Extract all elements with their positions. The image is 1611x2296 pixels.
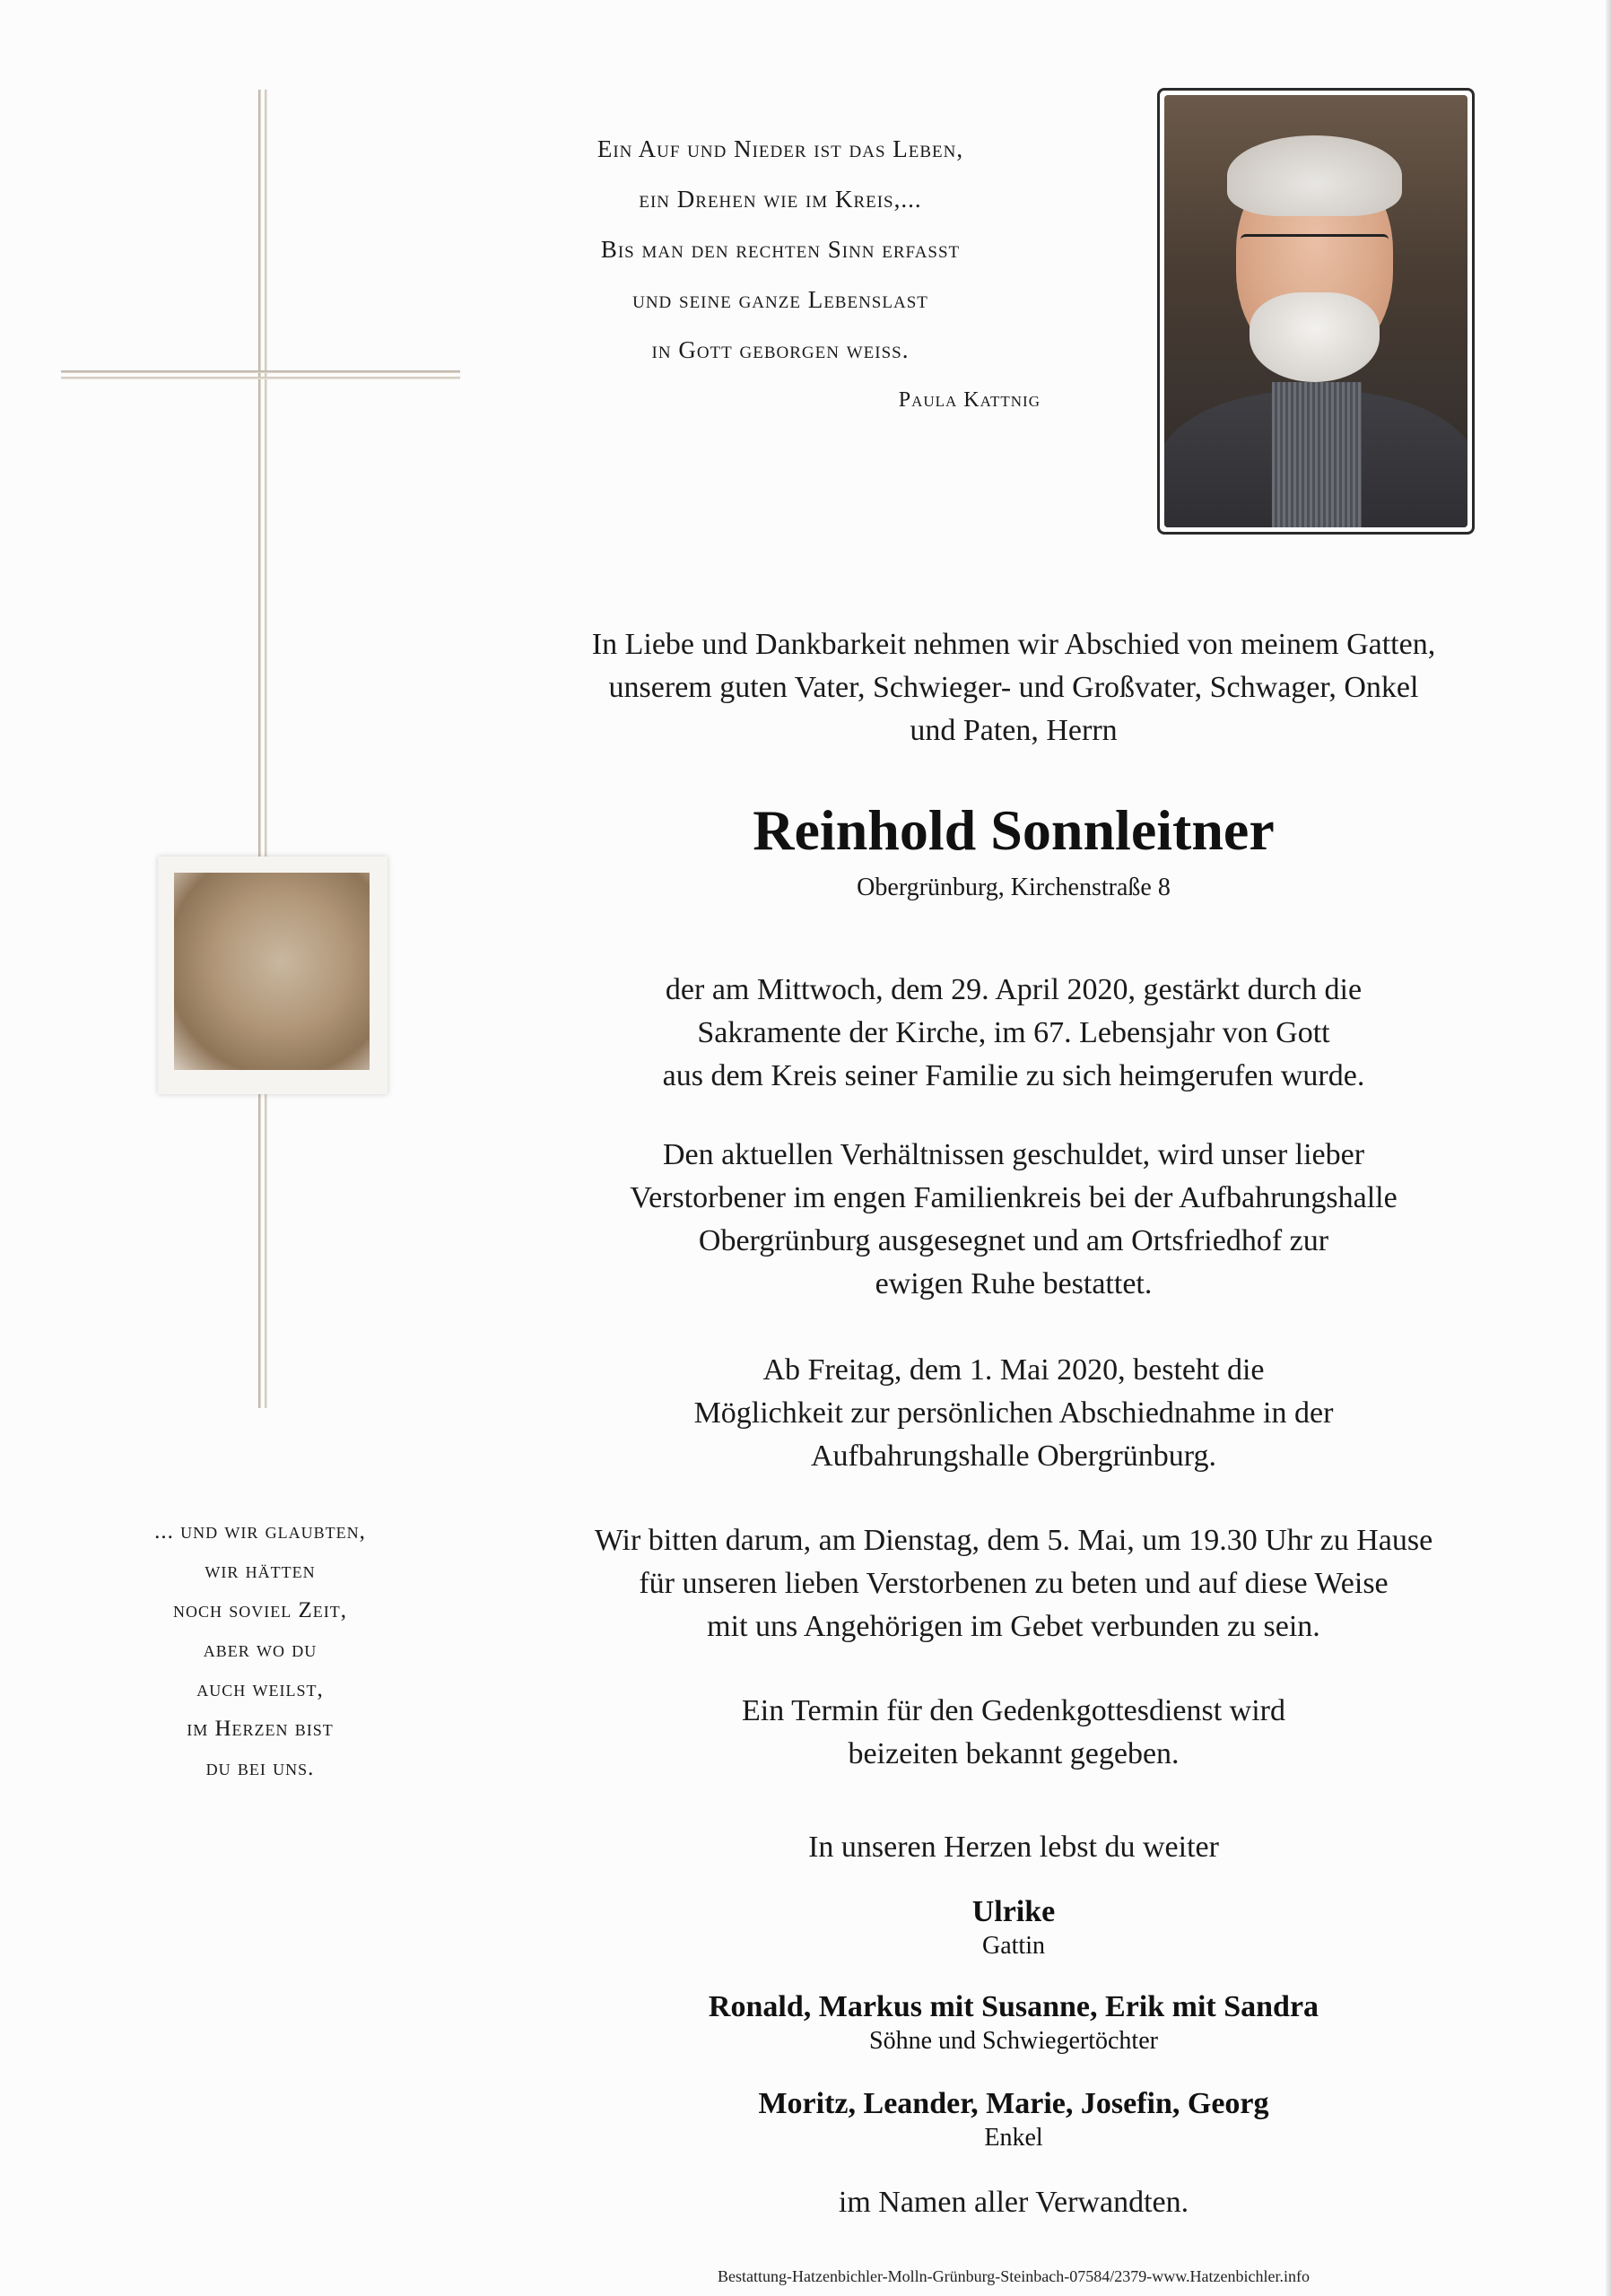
notice-line: aus dem Kreis seiner Familie zu sich heimgerufen wurde. <box>662 1059 1365 1092</box>
quote-line: in Gott geborgen weiss. <box>651 336 910 363</box>
page-edge-shadow <box>1606 0 1611 2296</box>
intro-line: und Paten, Herrn <box>910 714 1118 747</box>
deceased-address: Obergrünburg, Kirchenstraße 8 <box>857 874 1171 901</box>
viewing-line: Aufbahrungshalle Obergrünburg. <box>811 1439 1216 1473</box>
mourner-names: Ronald, Markus mit Susanne, Erik mit Sandra <box>708 1990 1319 2023</box>
mourner-role: Gattin <box>982 1932 1045 1960</box>
quote-line: aber wo du <box>203 1638 318 1662</box>
burial-paragraph <box>502 1134 1525 1306</box>
quote-line: noch soviel Zeit, <box>172 1598 347 1622</box>
quote-line: im Herzen bist <box>187 1717 334 1741</box>
notice-line: der am Mittwoch, dem 29. April 2020, gestärkt durch die <box>665 973 1363 1006</box>
mourner-role: Enkel <box>984 2124 1043 2152</box>
intro-text <box>502 623 1525 752</box>
quote-line: Ein Auf und Nieder ist das Leben, <box>597 135 964 162</box>
praying-hands-image <box>158 857 388 1094</box>
quote-line: auch weilst, <box>196 1677 324 1701</box>
quote-line: und seine ganze Lebenslast <box>632 286 928 313</box>
memorial-paragraph <box>502 1690 1525 1776</box>
prayer-line: Wir bitten darum, am Dienstag, dem 5. Mai, um 19.30 Uhr zu Hause <box>594 1524 1433 1557</box>
burial-line: ewigen Ruhe bestattet. <box>875 1267 1153 1300</box>
quote-line: wir hätten <box>205 1559 316 1583</box>
burial-line: Obergrünburg ausgesegnet und am Ortsfriedhof zur <box>698 1224 1329 1257</box>
mourner-group <box>502 1894 1525 1962</box>
portrait-photo <box>1157 88 1475 535</box>
mourner-group <box>502 2086 1525 2154</box>
quote-line: ein Drehen wie im Kreis,... <box>639 186 922 213</box>
intro-line: In Liebe und Dankbarkeit nehmen wir Abschied von meinem Gatten, <box>591 628 1436 661</box>
mourner-names: Moritz, Leander, Marie, Josefin, Georg <box>758 2087 1269 2120</box>
viewing-line: Möglichkeit zur persönlichen Abschiednahme in der <box>693 1396 1334 1430</box>
deceased-name: Reinhold Sonnleitner <box>753 798 1275 862</box>
burial-line: Den aktuellen Verhältnissen geschuldet, wird unser lieber <box>662 1138 1365 1171</box>
prayer-paragraph <box>502 1519 1525 1648</box>
viewing-line: Ab Freitag, dem 1. Mai 2020, besteht die <box>762 1353 1265 1387</box>
prayer-line: mit uns Angehörigen im Gebet verbunden zu sein. <box>707 1610 1320 1643</box>
left-quote <box>99 1512 422 1788</box>
burial-line: Verstorbener im engen Familienkreis bei der Aufbahrungshalle <box>630 1181 1398 1214</box>
quote-author: Paula Kattnig <box>898 388 1041 412</box>
cross-horizontal-beam <box>61 370 460 381</box>
intro-line: unserem guten Vater, Schwieger- und Großvater, Schwager, Onkel <box>608 671 1419 704</box>
notice-line: Sakramente der Kirche, im 67. Lebensjahr von Gott <box>697 1016 1330 1049</box>
quote-line: ... und wir glaubten, <box>154 1519 366 1544</box>
memorial-line: Ein Termin für den Gedenkgottesdienst wird <box>741 1694 1286 1727</box>
final-line: im Namen aller Verwandten. <box>838 2186 1189 2219</box>
viewing-paragraph <box>502 1349 1525 1478</box>
mourner-names: Ulrike <box>971 1895 1056 1928</box>
closing-line: In unseren Herzen lebst du weiter <box>808 1831 1219 1864</box>
memorial-line: beizeiten bekannt gegeben. <box>848 1737 1180 1770</box>
prayer-line: für unseren lieben Verstorbenen zu beten und auf diese Weise <box>639 1567 1389 1600</box>
death-notice <box>502 969 1525 1098</box>
mourner-group <box>502 1989 1525 2057</box>
top-quote <box>502 124 1058 425</box>
quote-line: Bis man den rechten Sinn erfasst <box>600 236 961 263</box>
quote-line: du bei uns. <box>205 1756 315 1780</box>
footer-credit: Bestattung-Hatzenbichler-Molln-Grünburg-Steinbach-07584/2379-www.Hatzenbichler.info <box>718 2267 1310 2285</box>
cross-vertical-beam <box>258 90 269 1408</box>
mourner-role: Söhne und Schwiegertöchter <box>869 2027 1158 2055</box>
